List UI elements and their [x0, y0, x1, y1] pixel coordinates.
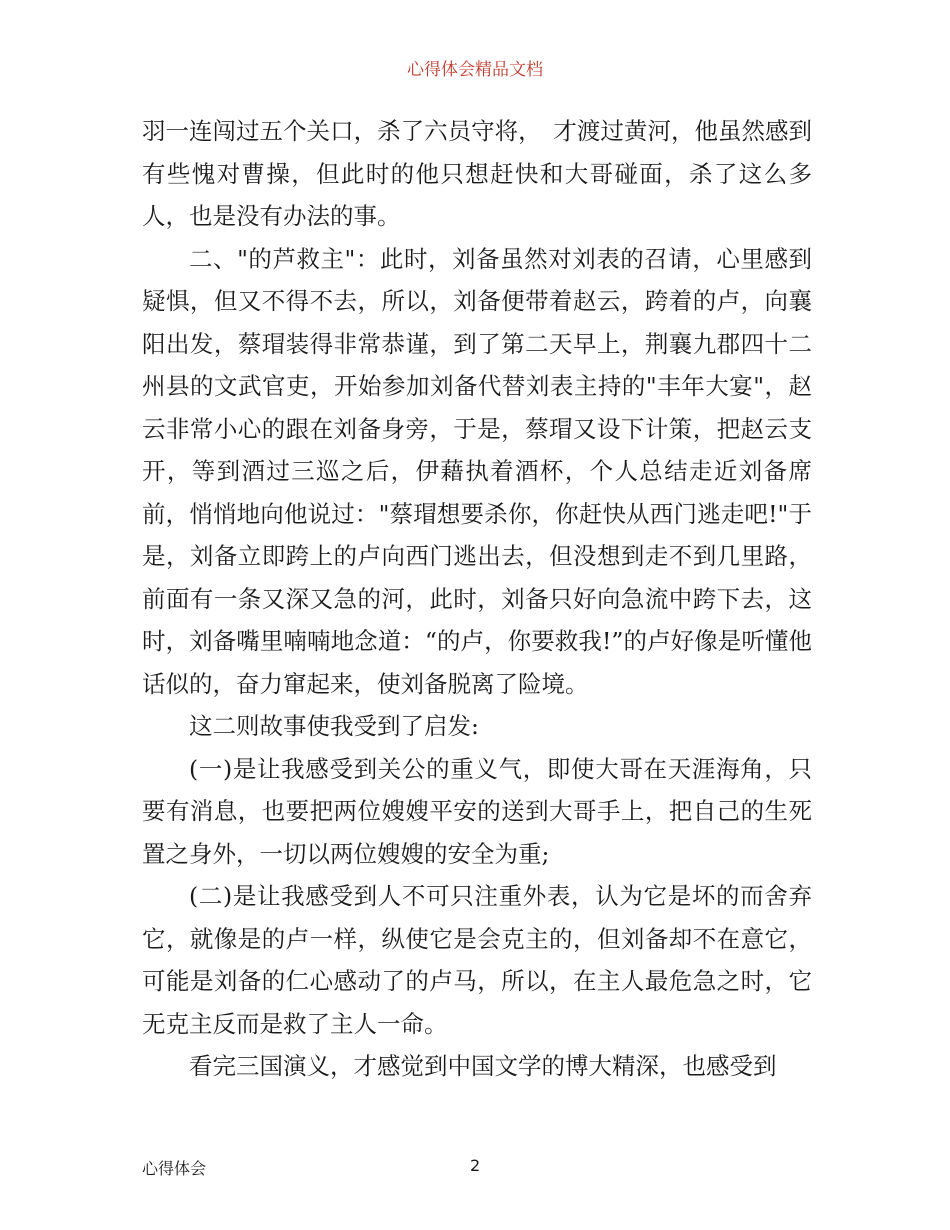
paragraph: 看完三国演义，才感觉到中国文学的博大精深，也感受到	[189, 1052, 777, 1080]
paragraph: 二、"的芦救主"：此时，刘备虽然对刘表的召请，心里感到疑惧，但又不得不去，所以，刘备便带着赵云，跨着的卢，向襄阳出发，蔡瑁装得非常恭谨，到了第二天早上，荆襄九郡四十二州县的文武官吏，开始参加刘备代替刘表主持的"丰年大宴"，赵云非常小心的跟在刘备身旁，于是，蔡瑁又设下计策，把赵云支开，等到酒过三巡之后，伊藉执着酒杯，个人总结走近刘备席前，悄悄地向他说过："蔡瑁想要杀你，你赶快从西门逃走吧!"于是，刘备立即跨上的卢向西门逃出去，但没想到走不到几里路，前面有一条又深又急的河，此时，刘备只好向急流中跨下去，这时，刘备嘴里喃喃地念道：“的卢，你要救我!”的卢好像是听懂他话似的，奋力窜起来，使刘备脱离了险境。	[142, 244, 812, 698]
paragraph: (一)是让我感受到关公的重义气，即使大哥在天涯海角，只要有消息，也要把两位嫂嫂平安的送到大哥手上，把自己的生死置之身外，一切以两位嫂嫂的安全为重;	[142, 754, 812, 868]
paragraph: (二)是让我感受到人不可只注重外表，认为它是坏的而舍弃它，就像是的卢一样，纵使它是会克主的，但刘备却不在意它，可能是刘备的仁心感动了的卢马，所以，在主人最危急之时，它无克主反而是救了主人一命。	[142, 882, 812, 1038]
paragraph: 这二则故事使我受到了启发:	[189, 712, 479, 740]
paragraph: 羽一连闯过五个关口，杀了六员守将， 才渡过黄河，他虽然感到有些愧对曹操，但此时的他只想赶快和大哥碰面，杀了这么多人，也是没有办法的事。	[142, 117, 812, 230]
page-header-title: 心得体会精品文档	[407, 60, 543, 80]
document-body	[142, 110, 812, 1088]
page-number: 2	[470, 1156, 481, 1175]
footer-label: 心得体会	[142, 1159, 207, 1178]
